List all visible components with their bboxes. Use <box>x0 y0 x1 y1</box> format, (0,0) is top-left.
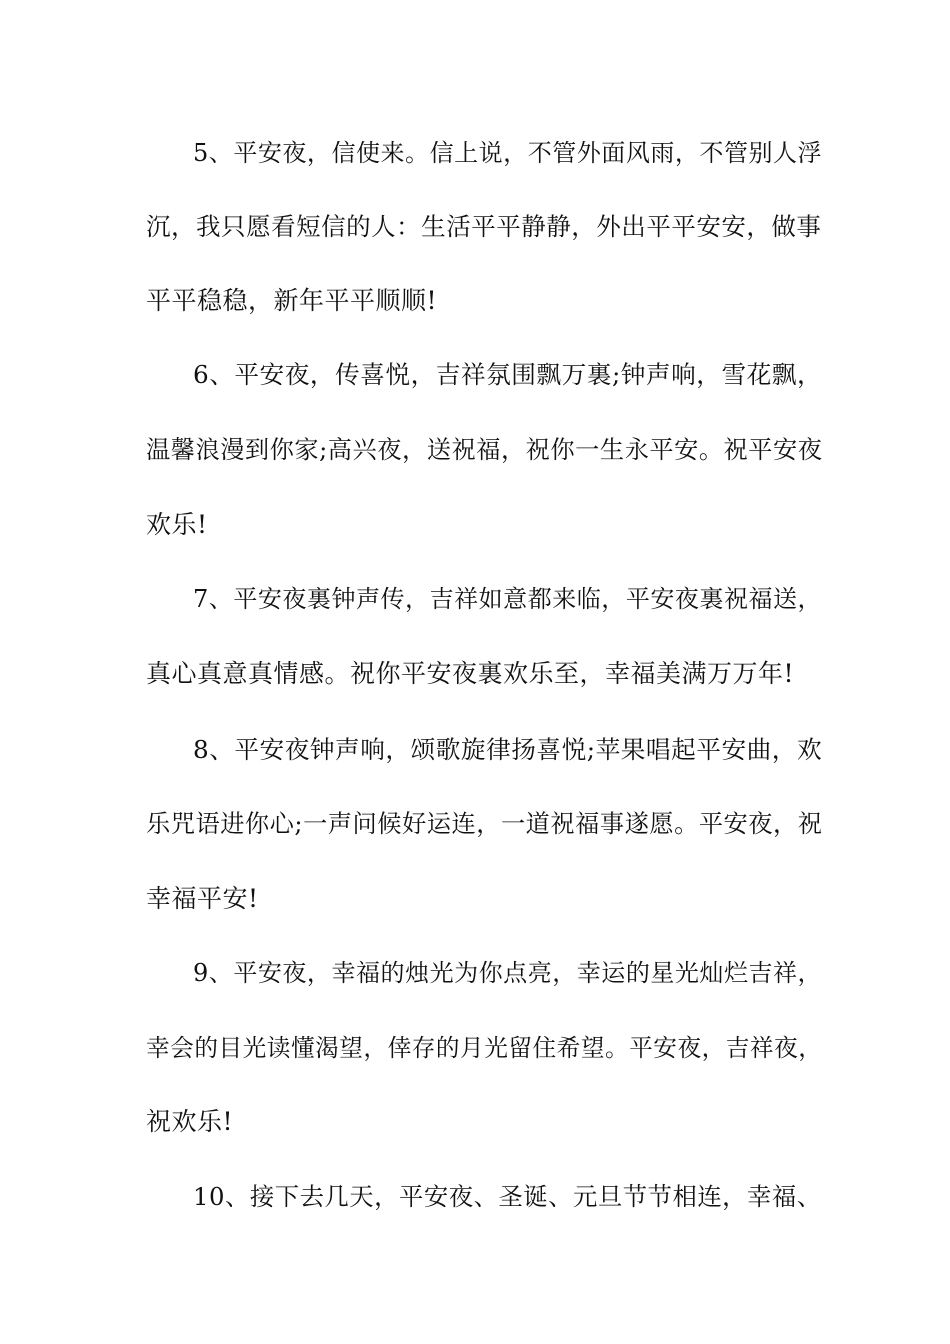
paragraph-6-line-3: 欢乐! <box>146 510 208 539</box>
paragraph-8-line-2: 乐咒语进你心;一声问候好运连，一道祝福事遂愿。平安夜，祝 <box>146 809 823 838</box>
paragraph-6-line-1: 6、平安夜，传喜悦，吉祥氛围飘万裏;钟声响，雪花飘， <box>193 360 823 389</box>
paragraph-9-line-3: 祝欢乐! <box>146 1107 234 1136</box>
paragraph-10-line-1: 10、接下去几天，平安夜、圣诞、元旦节节相连，幸福、 <box>193 1182 822 1211</box>
paragraph-9-line-2: 幸会的目光读懂渴望，倖存的月光留住希望。平安夜，吉祥夜， <box>146 1034 823 1062</box>
paragraph-5-line-1: 5、平安夜，信使来。信上说，不管外面风雨，不管别人浮 <box>193 139 823 167</box>
paragraph-8-line-3: 幸福平安! <box>146 884 259 913</box>
paragraph-5-line-2: 沉，我只愿看短信的人：生活平平静静，外出平平安安，做事 <box>146 212 822 241</box>
paragraph-5-line-3: 平平稳稳，新年平平顺顺! <box>146 286 438 315</box>
paragraph-9-line-1: 9、平安夜，幸福的烛光为你点亮，幸运的星光灿烂吉祥， <box>193 959 823 987</box>
paragraph-7-line-1: 7、平安夜裏钟声传，吉祥如意都来临，平安夜裏祝福送， <box>193 585 823 613</box>
paragraph-8-line-1: 8、平安夜钟声响，颂歌旋律扬喜悦;苹果唱起平安曲，欢 <box>193 735 823 764</box>
paragraph-6-line-2: 温馨浪漫到你家;高兴夜，送祝福，祝你一生永平安。祝平安夜 <box>146 435 823 464</box>
paragraph-7-line-2: 真心真意真情感。祝你平安夜裏欢乐至，幸福美满万万年! <box>146 659 795 688</box>
